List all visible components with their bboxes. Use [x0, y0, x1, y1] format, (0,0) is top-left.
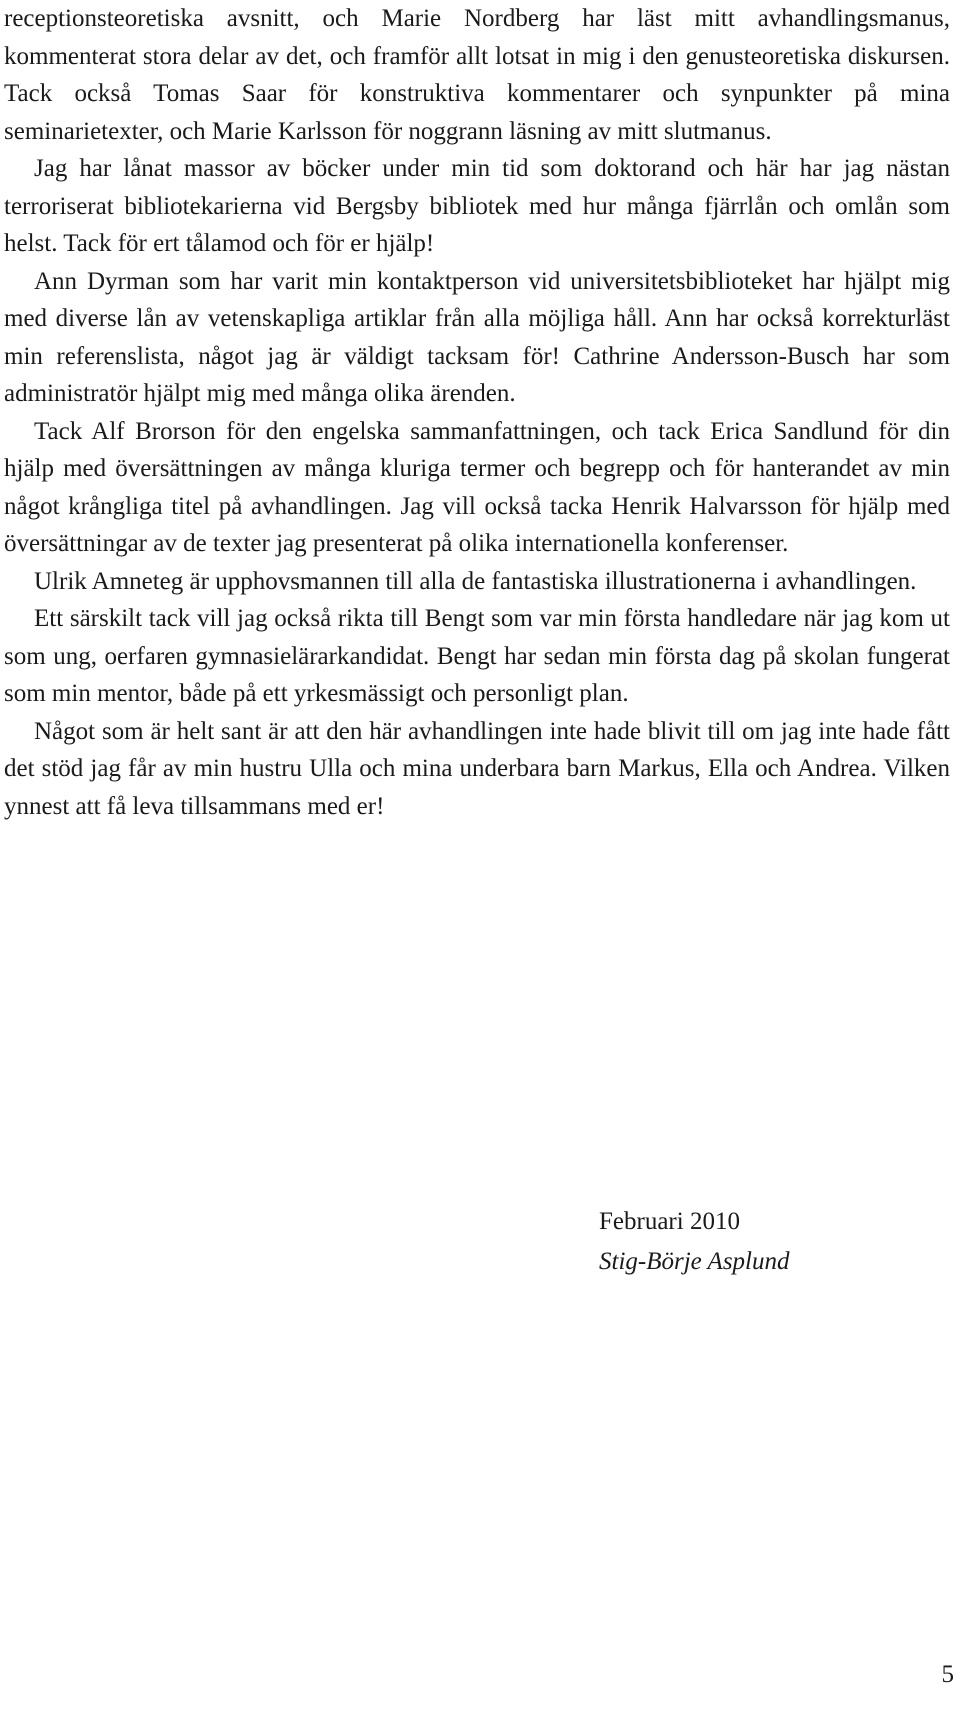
paragraph-continued: receptionsteoretiska avsnitt, och Marie Nordberg har läst mitt avhandlingsmanus, kommenterat stora delar av det, och framför allt lotsat in mig i den genusteoretiska diskursen. Tack också Tomas Saar för konstruktiva kommentarer och synpunkter på mina seminarietexter, och Marie Karlsson för noggrann läsning av mitt slutmanus.: [4, 5, 950, 145]
signature-date: Februari 2010: [599, 1208, 740, 1235]
paragraph-mentor: Ett särskilt tack vill jag också rikta till Bengt som var min första handledare när jag kom ut som ung, oerfaren gymnasielärarkandidat. Bengt har sedan min första dag på skolan fungerat som min mentor, både på ett yrkesmässigt och personligt plan.: [4, 605, 950, 707]
paragraph-library: Jag har lånat massor av böcker under min tid som doktorand och här har jag nästan terroriserat bibliotekarierna vid Bergsby bibliotek med hur många fjärrlån och omlån som helst. Tack för ert tålamod och för er hjälp!: [4, 155, 950, 257]
paragraph-translation: Tack Alf Brorson för den engelska sammanfattningen, och tack Erica Sandlund för din hjälp med översättningen av många kluriga termer och begrepp och för hanterandet av min något krångliga titel på avhandlingen. Jag vill också tacka Henrik Halvarsson för hjälp med översättningar av de texter jag presenterat på olika internationella konferenser.: [4, 417, 950, 557]
signature-name: Stig-Börje Asplund: [599, 1248, 790, 1275]
acknowledgements-text: [4, 0, 950, 825]
page-number: 5: [941, 1661, 954, 1688]
paragraph-university-library: Ann Dyrman som har varit min kontaktperson vid universitetsbiblioteket har hjälpt mig med diverse lån av vetenskapliga artiklar från alla möjliga håll. Ann har också korrekturläst min referenslista, något jag är väldigt tacksam för! Cathrine Andersson-Busch har som administratör hjälpt mig med många olika ärenden.: [4, 267, 950, 407]
signature-block: [599, 1202, 790, 1282]
paragraph-illustrations: Ulrik Amneteg är upphovsmannen till alla de fantastiska illustrationerna i avhandlingen.: [34, 567, 917, 595]
paragraph-family: Något som är helt sant är att den här avhandlingen inte hade blivit till om jag inte hade fått det stöd jag får av min hustru Ulla och mina underbara barn Markus, Ella och Andrea. Vilken ynnest att få leva tillsammans med er!: [4, 717, 950, 820]
